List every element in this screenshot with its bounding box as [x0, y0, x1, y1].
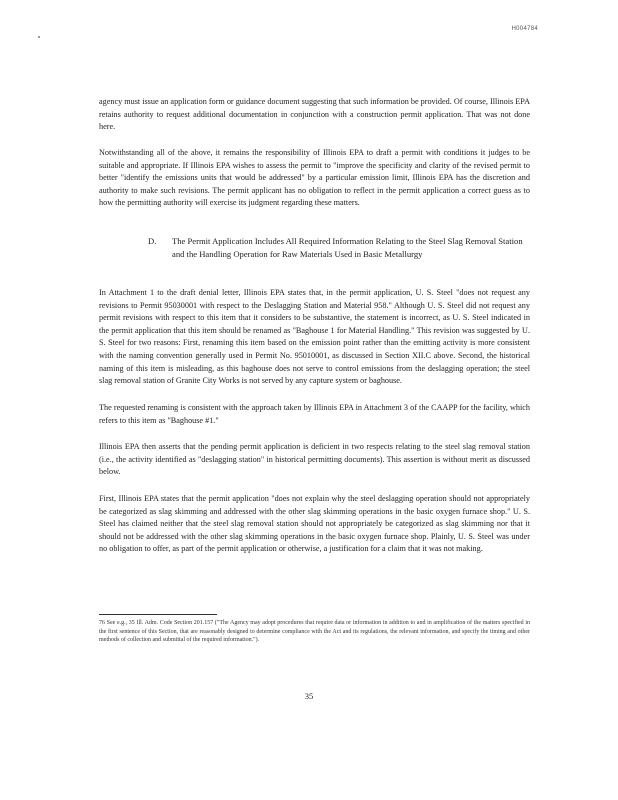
section-title: The Permit Application Includes All Required Information Relating to the Steel Slag Removal Station and the Handling Operation for Raw Materials Used in Basic Metallurgy [172, 236, 523, 259]
paragraph-3: In Attachment 1 to the draft denial letter, Illinois EPA states that, in the permit application, U. S. Steel "does not request any revisions to Permit 95030001 with respect to the Deslagging Station and Material 958." Although U. S. Steel did not request any permit revisions with respect to this item that it considers to be substantive, the statement is incorrect, as U. S. Steel indicated in the permit application that this item should be renamed as "Baghouse 1 for Material Handling." This revision was suggested by U. S. Steel for two reasons: First, renaming this item based on the emission point rather than the emitting activity is more consistent with the naming convention generally used in Permit No. 95010001, as discussed in Section XII.C above. Second, the historical naming of this item is misleading, as this baghouse does not serve to control emissions from the deslagging operation; the steel slag removal station of Granite City Works is not served by any capture system or baghouse. [99, 288, 530, 386]
paragraph-1: agency must issue an application form or guidance document suggesting that such information be provided. Of course, Illinois EPA retains authority to request additional documentation in conjunction with a construction permit application. That was not done here. [99, 97, 530, 132]
scan-mark [38, 36, 40, 38]
footnote-divider [99, 614, 217, 615]
section-letter: D. [148, 236, 157, 246]
bates-number: H004784 [511, 26, 538, 32]
paragraph-5: Illinois EPA then asserts that the pending permit application is deficient in two respects relating to the steel slag removal station (i.e., the activity identified as "deslagging station" in historical permitting documents). This assertion is without merit as discussed below. [99, 442, 530, 477]
page-number: 35 [304, 691, 314, 701]
footnote: 76 See e.g., 35 Ill. Adm. Code Section 201.157 ("The Agency may adopt procedures that require data or information in addition to and in amplification of the matters specified in the first sentence of this Section, that are reasonably designed to determine compliance with the Act and its regulations, the relevant information, and specify the timing and other methods of collection and submittal of the required information."). [99, 620, 530, 644]
paragraph-2: Notwithstanding all of the above, it remains the responsibility of Illinois EPA to draft a permit with conditions it judges to be suitable and appropriate. If Illinois EPA wishes to assess the permit to "improve the specificity and clarity of the revised permit to better "identify the emissions units that would be addressed" by a particular emission limit, Illinois EPA has the discretion and authority to make such revisions. The permit applicant has no obligation to reflect in the permit application a correct guess as to how the permitting authority will exercise its judgment regarding these matters. [99, 148, 530, 208]
paragraph-6: First, Illinois EPA states that the permit application "does not explain why the steel deslagging operation should not appropriately be categorized as slag skimming and addressed with the other slag skimming operations in the basic oxygen furnace shop." U. S. Steel has claimed neither that the steel slag removal station should not appropriately be categorized as slag skimming nor that it should not be addressed with the other slag skimming operations in the basic oxygen furnace shop. Plainly, U. S. Steel was under no obligation to offer, as part of the permit application or otherwise, a justification for a claim that it was not making. [99, 494, 530, 554]
paragraph-4: The requested renaming is consistent with the approach taken by Illinois EPA in Attachment 3 of the CAAPP for the facility, which refers to this item as "Baghouse #1." [99, 403, 530, 425]
